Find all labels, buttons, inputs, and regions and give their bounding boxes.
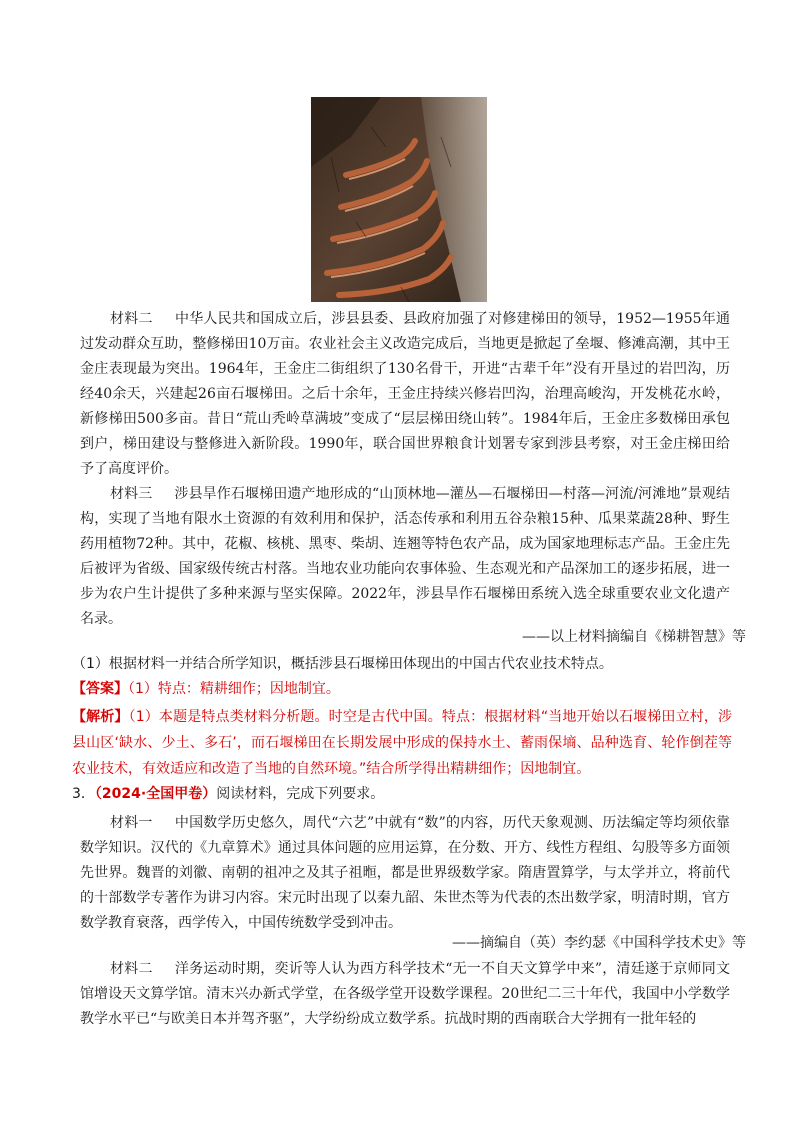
question-3-instruction: 阅读材料，完成下列要求。: [216, 786, 385, 802]
q3-material-1-text: 中国数学历史悠久，周代“六艺”中就有“数”的内容，历代天象观测、历法编定等均须依靠数学知识。汉代的《九章算术》通过具体问题的应用运算，在分数、开方、线性方程组、勾股等多方面领先世界。魏晋的刘徽、南朝的祖冲之及其子祖暅，都是世界级数学家。隋唐置算学，与太学并立，将前代的十部数学专著作为讲习内容。宋元时出现了以秦九韶、朱世杰等为代表的杰出数学家，明清时期，官方数学教育衰落，西学传入，中国传统数学受到冲击。: [80, 815, 730, 931]
analysis-tag: 【解析】: [72, 709, 129, 725]
material-2-paragraph: [80, 307, 730, 482]
q3-material-1-label: 材料一: [110, 815, 153, 831]
question-1: （1）根据材料一并结合所学知识，概括涉县石堰梯田体现出的中国古代农业技术特点。: [72, 656, 613, 672]
terraced-fields-photo: [311, 97, 487, 302]
q3-material-2-paragraph: [80, 957, 730, 1032]
material-2-text: 中华人民共和国成立后，涉县县委、县政府加强了对修建梯田的领导，1952—1955年通过发动群众互助，整修梯田10万亩。农业社会主义改造完成后，当地更是掀起了垒堰、修滩高潮，其中王金庄表现最为突出。1964年，王金庄二街组织了130名骨干，开进“古辈千年”没有开垦过的岩凹沟，历经40余天，兴建起26亩石堰梯田。之后十余年，王金庄持续兴修岩凹沟，治理高峻沟，开发桃花水岭，新修梯田500多亩。昔日“荒山秃岭草满坡”变成了“层层梯田绕山转”。1984年后，王金庄多数梯田承包到户，梯田建设与整修进入新阶段。1990年，联合国世界粮食计划署专家到涉县考察，对王金庄梯田给予了高度评价。: [80, 311, 731, 477]
material-source-citation: ——以上材料摘编自《梯耕智慧》等: [522, 629, 746, 645]
question-3-source-tag: （2024·全国甲卷）: [94, 786, 217, 802]
answer-line: [72, 677, 722, 702]
answer-tag: 【答案】: [72, 681, 128, 697]
q3-material-2-text: 洋务运动时期，奕䜣等人认为西方科学技术“无一不自天文算学中来”，清廷遂于京师同文馆增设天文算学馆。清末兴办新式学堂，在各级学堂开设数学课程。20世纪二三十年代，我国中小学数学教学水平已“与欧美日本并驾齐驱”，大学纷纷成立数学系。抗战时期的西南联合大学拥有一批年轻的: [80, 961, 731, 1027]
answer-text: （1）特点：精耕细作；因地制宜。: [128, 681, 340, 697]
material-3-label: 材料三: [110, 486, 153, 502]
question-3-header: [72, 782, 722, 807]
q3-material-2-label: 材料二: [110, 961, 153, 977]
question-3-number: 3．: [72, 786, 95, 802]
material-3-paragraph: [80, 482, 730, 632]
q3-source-citation: ——摘编自（英）李约瑟《中国科学技术史》等: [452, 935, 746, 951]
material-2-label: 材料二: [110, 311, 153, 327]
q3-material-1-paragraph: [80, 811, 730, 936]
material-3-text: 涉县旱作石堰梯田遗产地形成的“山顶林地—灌丛—石堰梯田—村落—河流/河滩地”景观结构，实现了当地有限水土资源的有效利用和保护，活态传承和利用五谷杂粮15种、瓜果菜蔬28种、野生药用植物72种。其中，花椒、核桃、黑枣、柴胡、连翘等特色农产品，成为国家地理标志产品。王金庄先后被评为省级、国家级传统古村落。当地农业功能向农事体验、生态观光和产品深加工的逐步拓展，进一步为农户生计提供了多种来源与坚实保障。2022年，涉县旱作石堰梯田系统入选全球重要农业文化遗产名录。: [80, 486, 731, 627]
analysis-text: （1）本题是特点类材料分析题。时空是古代中国。特点：根据材料“当地开始以石堰梯田立村，涉县山区‘缺水、少土、多石’，而石堰梯田在长期发展中形成的保持水土、蓄雨保墒、品种选育、轮作倒茬等农业技术，有效适应和改造了当地的自然环境。”结合所学得出精耕细作；因地制宜。: [72, 709, 732, 777]
analysis-paragraph: [72, 704, 732, 782]
